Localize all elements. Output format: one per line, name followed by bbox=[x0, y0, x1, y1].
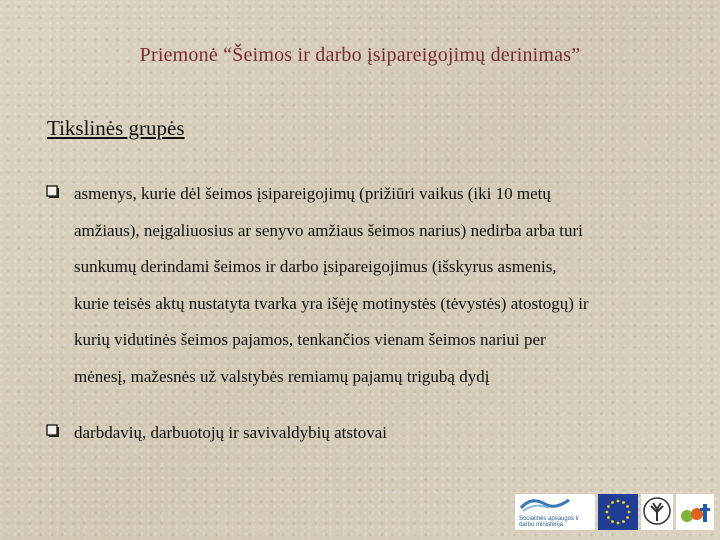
eu-star-icon bbox=[622, 501, 625, 504]
ministry-emblem-icon bbox=[515, 494, 595, 514]
bullet-line: sunkumų derindami šeimos ir darbo įsipareigojimus (išskyrus asmenis, bbox=[74, 257, 557, 276]
eu-star-icon bbox=[626, 505, 629, 508]
eu-star-icon bbox=[611, 520, 614, 523]
eu-star-icon bbox=[626, 516, 629, 519]
esf-logo bbox=[676, 494, 714, 530]
eu-flag-logo bbox=[598, 494, 638, 530]
tree-emblem-logo bbox=[641, 494, 673, 530]
bullet-line: kurių vidutinės šeimos pajamos, tenkančios vienam šeimos nariui per bbox=[74, 330, 546, 349]
eu-star-icon bbox=[607, 505, 610, 508]
section-heading: Tikslinės grupės bbox=[47, 116, 185, 140]
ministry-logo-text: Socialinės apsaugos ir darbo ministerija bbox=[519, 516, 580, 528]
bullet-line: mėnesį, mažesnės už valstybės remiamų pajamų trigubą dydį bbox=[74, 366, 490, 386]
bullet-line: amžiaus), neįgaliuosius ar senyvo amžiaus šeimos narius) nedirba arba turi bbox=[74, 220, 583, 240]
slide-title: Priemonė “Šeimos ir darbo įsipareigojimų derinimas” bbox=[139, 44, 581, 66]
ministry-logo bbox=[515, 494, 595, 530]
eu-stars-icon bbox=[598, 494, 638, 530]
bullet-item bbox=[46, 415, 696, 452]
checkbox-square-icon bbox=[46, 185, 60, 199]
eu-star-icon bbox=[617, 522, 620, 525]
bullet-list bbox=[46, 176, 696, 452]
tree-emblem-icon bbox=[641, 494, 673, 530]
eu-star-icon bbox=[622, 520, 625, 523]
eu-star-icon bbox=[628, 511, 631, 514]
bullet-line: asmenys, kurie dėl šeimos įsipareigojimų (prižiūri vaikus (iki 10 metų bbox=[74, 184, 551, 203]
eu-star-icon bbox=[607, 516, 610, 519]
eu-star-icon bbox=[606, 511, 609, 514]
bullet-item bbox=[46, 176, 696, 395]
bullet-line: darbdavių, darbuotojų ir savivaldybių atstovai bbox=[74, 423, 388, 442]
eu-star-icon bbox=[611, 501, 614, 504]
bullet-line: kurie teisės aktų nustatyta tvarka yra išėję motinystės (tėvystės) atostogų) ir bbox=[74, 293, 589, 313]
esf-icon bbox=[676, 494, 714, 530]
checkbox-square-icon bbox=[46, 424, 60, 438]
footer-logos bbox=[515, 494, 715, 532]
eu-star-icon bbox=[617, 500, 620, 503]
